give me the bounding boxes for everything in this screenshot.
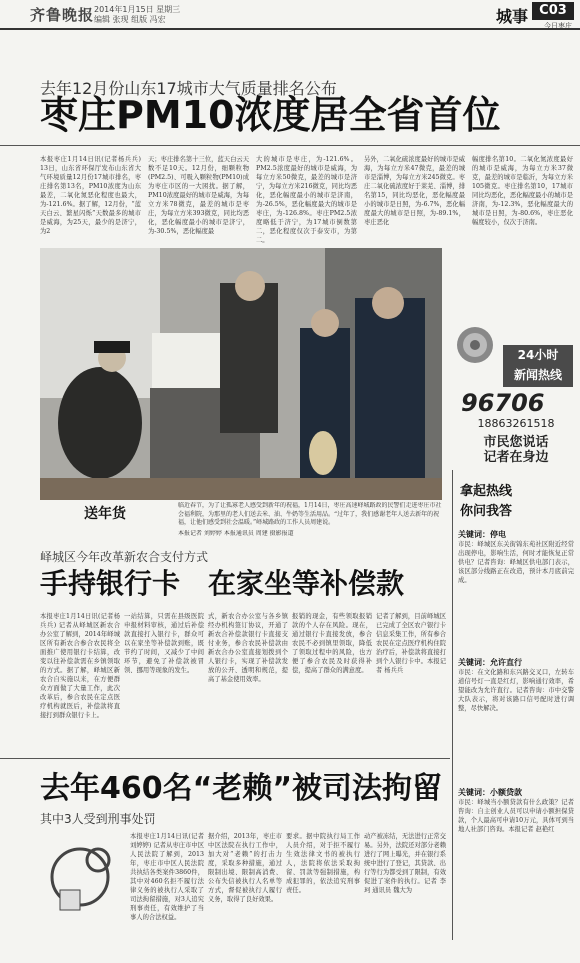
hotline-slogan-1: 市民您说话 — [483, 435, 549, 450]
story2-col-3: 式，新农合办公室与各乡镇经办机构签订协议，开通了新农合补偿款银行卡直接支付业务，参合农民补偿款由新农合办公室直接划拨到个人银行卡，实现了补偿款发放的公开、透明和规范，提高了基金使用效率。 — [208, 613, 288, 683]
issue-meta — [94, 5, 180, 25]
qa-keyword: 关键词：小额贷款 — [458, 788, 522, 797]
qa-item — [458, 783, 574, 913]
story1-headline: 枣庄PM10浓度居全省首位 — [40, 93, 501, 137]
qa-item — [458, 653, 574, 783]
qa-title-2: 你问我答 — [460, 504, 513, 519]
story2-headline: 手持银行卡 在家坐等补偿款 — [40, 567, 405, 600]
story1-rule — [0, 145, 580, 146]
photo-caption: 临近春节，为了让孤寡老人感受到新年的祝福，1月14日，枣庄高速峄城路政的民警们走进枣庄市社会福利院，为那里的老人们送去米、油、牛奶等生活用品。“过年了，我们感谢老年人送去新年的祝福，让他们感受到社会温暖。”峄城路政的工作人员周建说。 — [178, 502, 442, 526]
news-photo — [40, 248, 442, 500]
story1-col-4: 另外，二氧化硫浓度最好的城市是威海，为每立方米47微克，最差的城市是淄博，为每立方米245微克。枣庄二氧化硫浓度好于莱芜、淄博，排名第15，同比均恶化，恶化幅度最小的城市是日照，为-6.7%，恶化幅度最大的城市是日照，为-89.1%，枣庄恶化 — [364, 156, 465, 226]
story3-headline: 去年460名“老赖”被司法拘留 — [40, 771, 443, 806]
photo-credit: 本报记者 刘婷婷 本报通讯员 周建 摄影报道 — [178, 530, 294, 537]
page-number: C03 — [532, 2, 574, 20]
photo-scene — [40, 248, 442, 500]
qa-keyword: 关键词：允许直行 — [458, 658, 522, 667]
newspaper-brand: 齐鲁晚报 — [30, 6, 95, 24]
story2-col-2: 一站结算，只需在县级医院申报材料审核，通过后补偿款直接打入银行卡，群众可以在家坐等补偿款到账，既节约了时间，又减少了中间环节，避免了补偿款被冒领、挪用等现象的发生。 — [124, 613, 204, 674]
qa-keyword: 关键词：停电 — [458, 530, 506, 539]
story3-col-4: 动产被冻结，无法进行正常交易。另外，法院还对部分老赖进行了网上曝光，并在银行系统中进行了登记，其贷款、出行等行为都受到了限制，有效促进了案件的执行。记者 李 珂 通讯员 魏大为 — [364, 833, 446, 894]
sidebar-divider — [452, 470, 453, 940]
photo-caption-label: 送年货 — [84, 506, 126, 522]
hotline-title: 24小时 新闻热线 — [503, 345, 573, 387]
qa-item — [458, 525, 574, 653]
story1-col-1: 本报枣庄1月14日讯(记者杨兵兵) 13日，山东省环保厅发布山东省大气环境质量12月份17城市排名，枣庄排名第13名，PM10浓度为山东最差，二氧化氮恶化程度也最大，为-121.6%。据了解，12月份，“蓝天白云、繁星闪烁”天数最多的城市是威海，为25天，最少的是济宁，为2 — [40, 156, 141, 235]
story3-col-2: 据介绍，2013年，枣庄市中区法院在执行工作中，加大对“老赖”的打击力度，采取多种措施，通过限制出境、限制高消费、公布失信被执行人名单等方式，督促被执行人履行义务，取得了良好效果。 — [208, 833, 282, 903]
story2-rule — [0, 758, 450, 759]
qa-text: 市民：在文化路和东兴路交叉口，左转车道信号灯一直是红灯，影响通行效率，希望能改为允许直行。记者咨询：市中交警大队表示，将对该路口信号配时进行调整，尽快解决。 — [458, 669, 574, 712]
story3-sub: 其中3人受到刑事处罚 — [40, 812, 156, 826]
story2-kicker: 峄城区今年改革新农合支付方式 — [40, 550, 209, 564]
telephone-icon — [455, 325, 495, 365]
qa-title-1: 拿起热线 — [460, 484, 513, 499]
issue-date: 2014年1月15日 星期三 — [94, 5, 181, 14]
page-header — [0, 0, 580, 30]
hotline-slogan-2: 记者在身边 — [483, 450, 549, 465]
qa-text: 市民：峄城区东关街锦东苑社区附近经常出现停电，影响生活，何时才能恢复正常供电？记者咨询：峄城区供电部门表示，该区部分线路正在改造，预计本月底前完成。 — [458, 541, 574, 584]
story1-col-2: 天；枣庄排名第十三位，蓝天白云天数不足10天。12月份，细颗粒物(PM2.5)、可吸入颗粒物(PM10)成为枣庄市区的一大困扰。据了解，PM10浓度最好的城市是威海，为每立方米78微克，最差的城市是枣庄，为每立方米393微克，同比均恶化，恶化幅度最小的城市是济宁，为-30.5%，恶化幅度最 — [148, 156, 249, 235]
handcuff-cartoon — [40, 832, 126, 922]
section-sub: 今日枣庄 — [544, 22, 572, 30]
story2-col-1: 本报枣庄1月14日讯(记者杨兵兵) 记者从峄城区新农合办公室了解到，2014年峄城区所有新农合参合农民将全面推广使用银行卡结算，改变以往补偿款需在乡镇领取的方式。据了解，峄城区新农合自实施以来，在方便群众方面做了大量工作，此次改革后，参合农民在定点医疗机构就医后，补偿款将直接打到群众银行卡上。 — [40, 613, 120, 719]
hotline-number[interactable]: 96706 — [461, 389, 545, 417]
story2-col-4: 报销的现金，有些领取报销款的个人存在风险。现在，通过银行卡直接发放，参合农民不必到镇里领取，降低了领取过程中的风险，也方便了参合农民及时获得补偿，提高了群众的满意度。 — [292, 613, 372, 674]
story1-col-3: 大的城市是枣庄，为-121.6%。PM2.5浓度最好的城市是威海，为每立方米50微克，最差的城市是济宁，为每立方米216微克，同比均恶化，恶化幅度最小的城市是济南，为-26.5%，恶化幅度最大的城市是枣庄，为-126.8%。枣庄PM2.5浓度略低于济宁，为17城市倒数第二，恶化程度仅次于泰安市，为第二。 — [256, 156, 357, 244]
hotline-box — [455, 325, 573, 465]
qa-text: 市民：峄城当小额贷款有什么政策？记者咨询：自主创业人员可以申请小额担保贷款，个人最高可申请10万元，具体可到当地人社部门咨询。本报记者 赵艳红 — [458, 799, 574, 833]
cartoon-illustration — [40, 832, 126, 922]
hotline-mobile[interactable]: 18863261518 — [477, 417, 555, 430]
story3-col-1: 本报枣庄1月14日讯(记者 刘婷婷) 记者从枣庄市中区人民法院了解到，2013年，枣庄市中区人民法院共执结各类案件3860件，其中对460名拒不履行法律义务的被执行人采取了司法拘留措施，对3人追究刑事责任，有效维护了当事人的合法权益。 — [130, 833, 204, 921]
story1-kicker: 去年12月份山东17城市大气质量排名公布 — [40, 79, 337, 98]
story2-col-5: 记者了解到，目前峄城区已完成了全区农户银行卡信息采集工作，所有参合农民在定点医疗机构住院治疗后，补偿款将直接打到个人银行卡中。本报记者 杨兵兵 — [376, 613, 446, 674]
issue-editors: 编辑 张现 组版 冯宏 — [94, 15, 166, 24]
qa-list — [458, 525, 574, 920]
story3-col-3: 要求。据中院执行局工作人员介绍，对于拒不履行生效法律文书的被执行人，法院将依法采取拘留、罚款等强制措施，构成犯罪的，依法追究刑事责任。 — [286, 833, 360, 894]
story1-col-5: 幅度排名第10。二氧化氮浓度最好的城市是威海，为每立方米37微克，最差的城市是临沂，为每立方米105微克。枣庄排名第10，17城市同比均恶化，恶化幅度最小的城市是济南，为-12.3%，恶化幅度最大的城市是日照，为-80.6%，枣庄恶化幅度较小，仅次于济南。 — [472, 156, 573, 226]
section-name: 城事 — [495, 7, 528, 26]
